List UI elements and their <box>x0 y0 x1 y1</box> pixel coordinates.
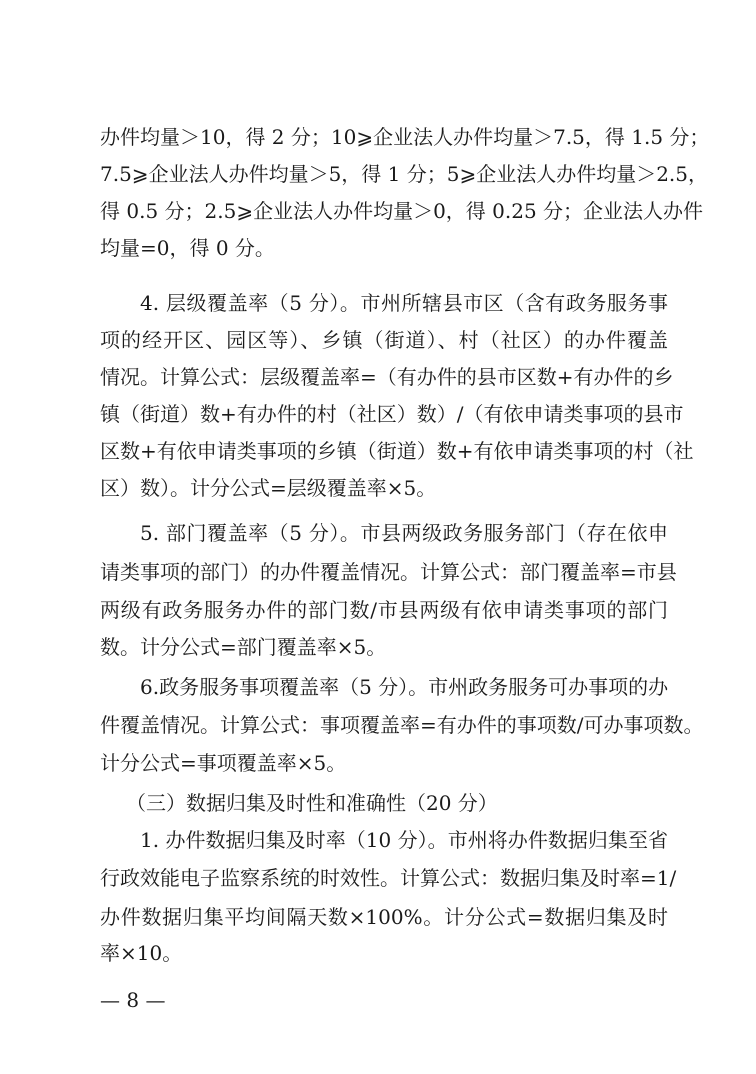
text-line: 办件均量＞10，得 2 分；10⩾企业法人办件均量＞7.5，得 1.5 分； <box>100 125 710 149</box>
subsection-heading-1: 1. 办件数据归集及时率（10 分）。市州将办件数据归集至省 <box>140 828 668 852</box>
text-line: 镇（街道）数+有办件的村（社区）数）/（有依申请类事项的县市 <box>100 402 684 426</box>
text-line: 区数+有依申请类事项的乡镇（街道）数+有依申请类事项的村（社 <box>100 439 694 463</box>
text-line: 区）数）。计分公式=层级覆盖率×5。 <box>100 476 437 500</box>
page-number: — 8 — <box>100 988 166 1012</box>
text-line: 行政效能电子监察系统的时效性。计算公式：数据归集及时率=1/ <box>100 866 677 890</box>
text-line: 项的经开区、园区等）、乡镇（街道）、村（社区）的办件覆盖 <box>100 328 668 352</box>
section-heading-3: （三）数据归集及时性和准确性（20 分） <box>126 791 498 815</box>
text-line: 两级有政务服务办件的部门数/市县两级有依申请类事项的部门 <box>100 598 668 622</box>
section-heading-5: 5. 部门覆盖率（5 分）。市县两级政务服务部门（存在依申 <box>140 521 668 545</box>
section-heading-6: 6.政务服务事项覆盖率（5 分）。市州政务服务可办事项的办 <box>140 675 669 699</box>
text-line: 得 0.5 分；2.5⩾企业法人办件均量＞0，得 0.25 分；企业法人办件 <box>100 199 704 223</box>
text-line: 数。计分公式=部门覆盖率×5。 <box>100 635 387 659</box>
text-line: 办件数据归集平均间隔天数×100%。计分公式=数据归集及时 <box>100 905 668 929</box>
text-line: 请类事项的部门）的办件覆盖情况。计算公式：部门覆盖率=市县 <box>100 560 677 584</box>
text-line: 率×10。 <box>100 941 183 965</box>
text-line: 7.5⩾企业法人办件均量＞5，得 1 分；5⩾企业法人办件均量＞2.5， <box>100 162 709 186</box>
section-heading-4: 4. 层级覆盖率（5 分）。市州所辖县市区（含有政务服务事 <box>140 291 668 315</box>
text-line: 计分公式=事项覆盖率×5。 <box>100 751 347 775</box>
text-line: 情况。计算公式：层级覆盖率=（有办件的县市区数+有办件的乡 <box>100 365 674 389</box>
text-line: 件覆盖情况。计算公式：事项覆盖率=有办件的事项数/可办事项数。 <box>100 713 704 737</box>
text-line: 均量=0，得 0 分。 <box>100 236 275 260</box>
